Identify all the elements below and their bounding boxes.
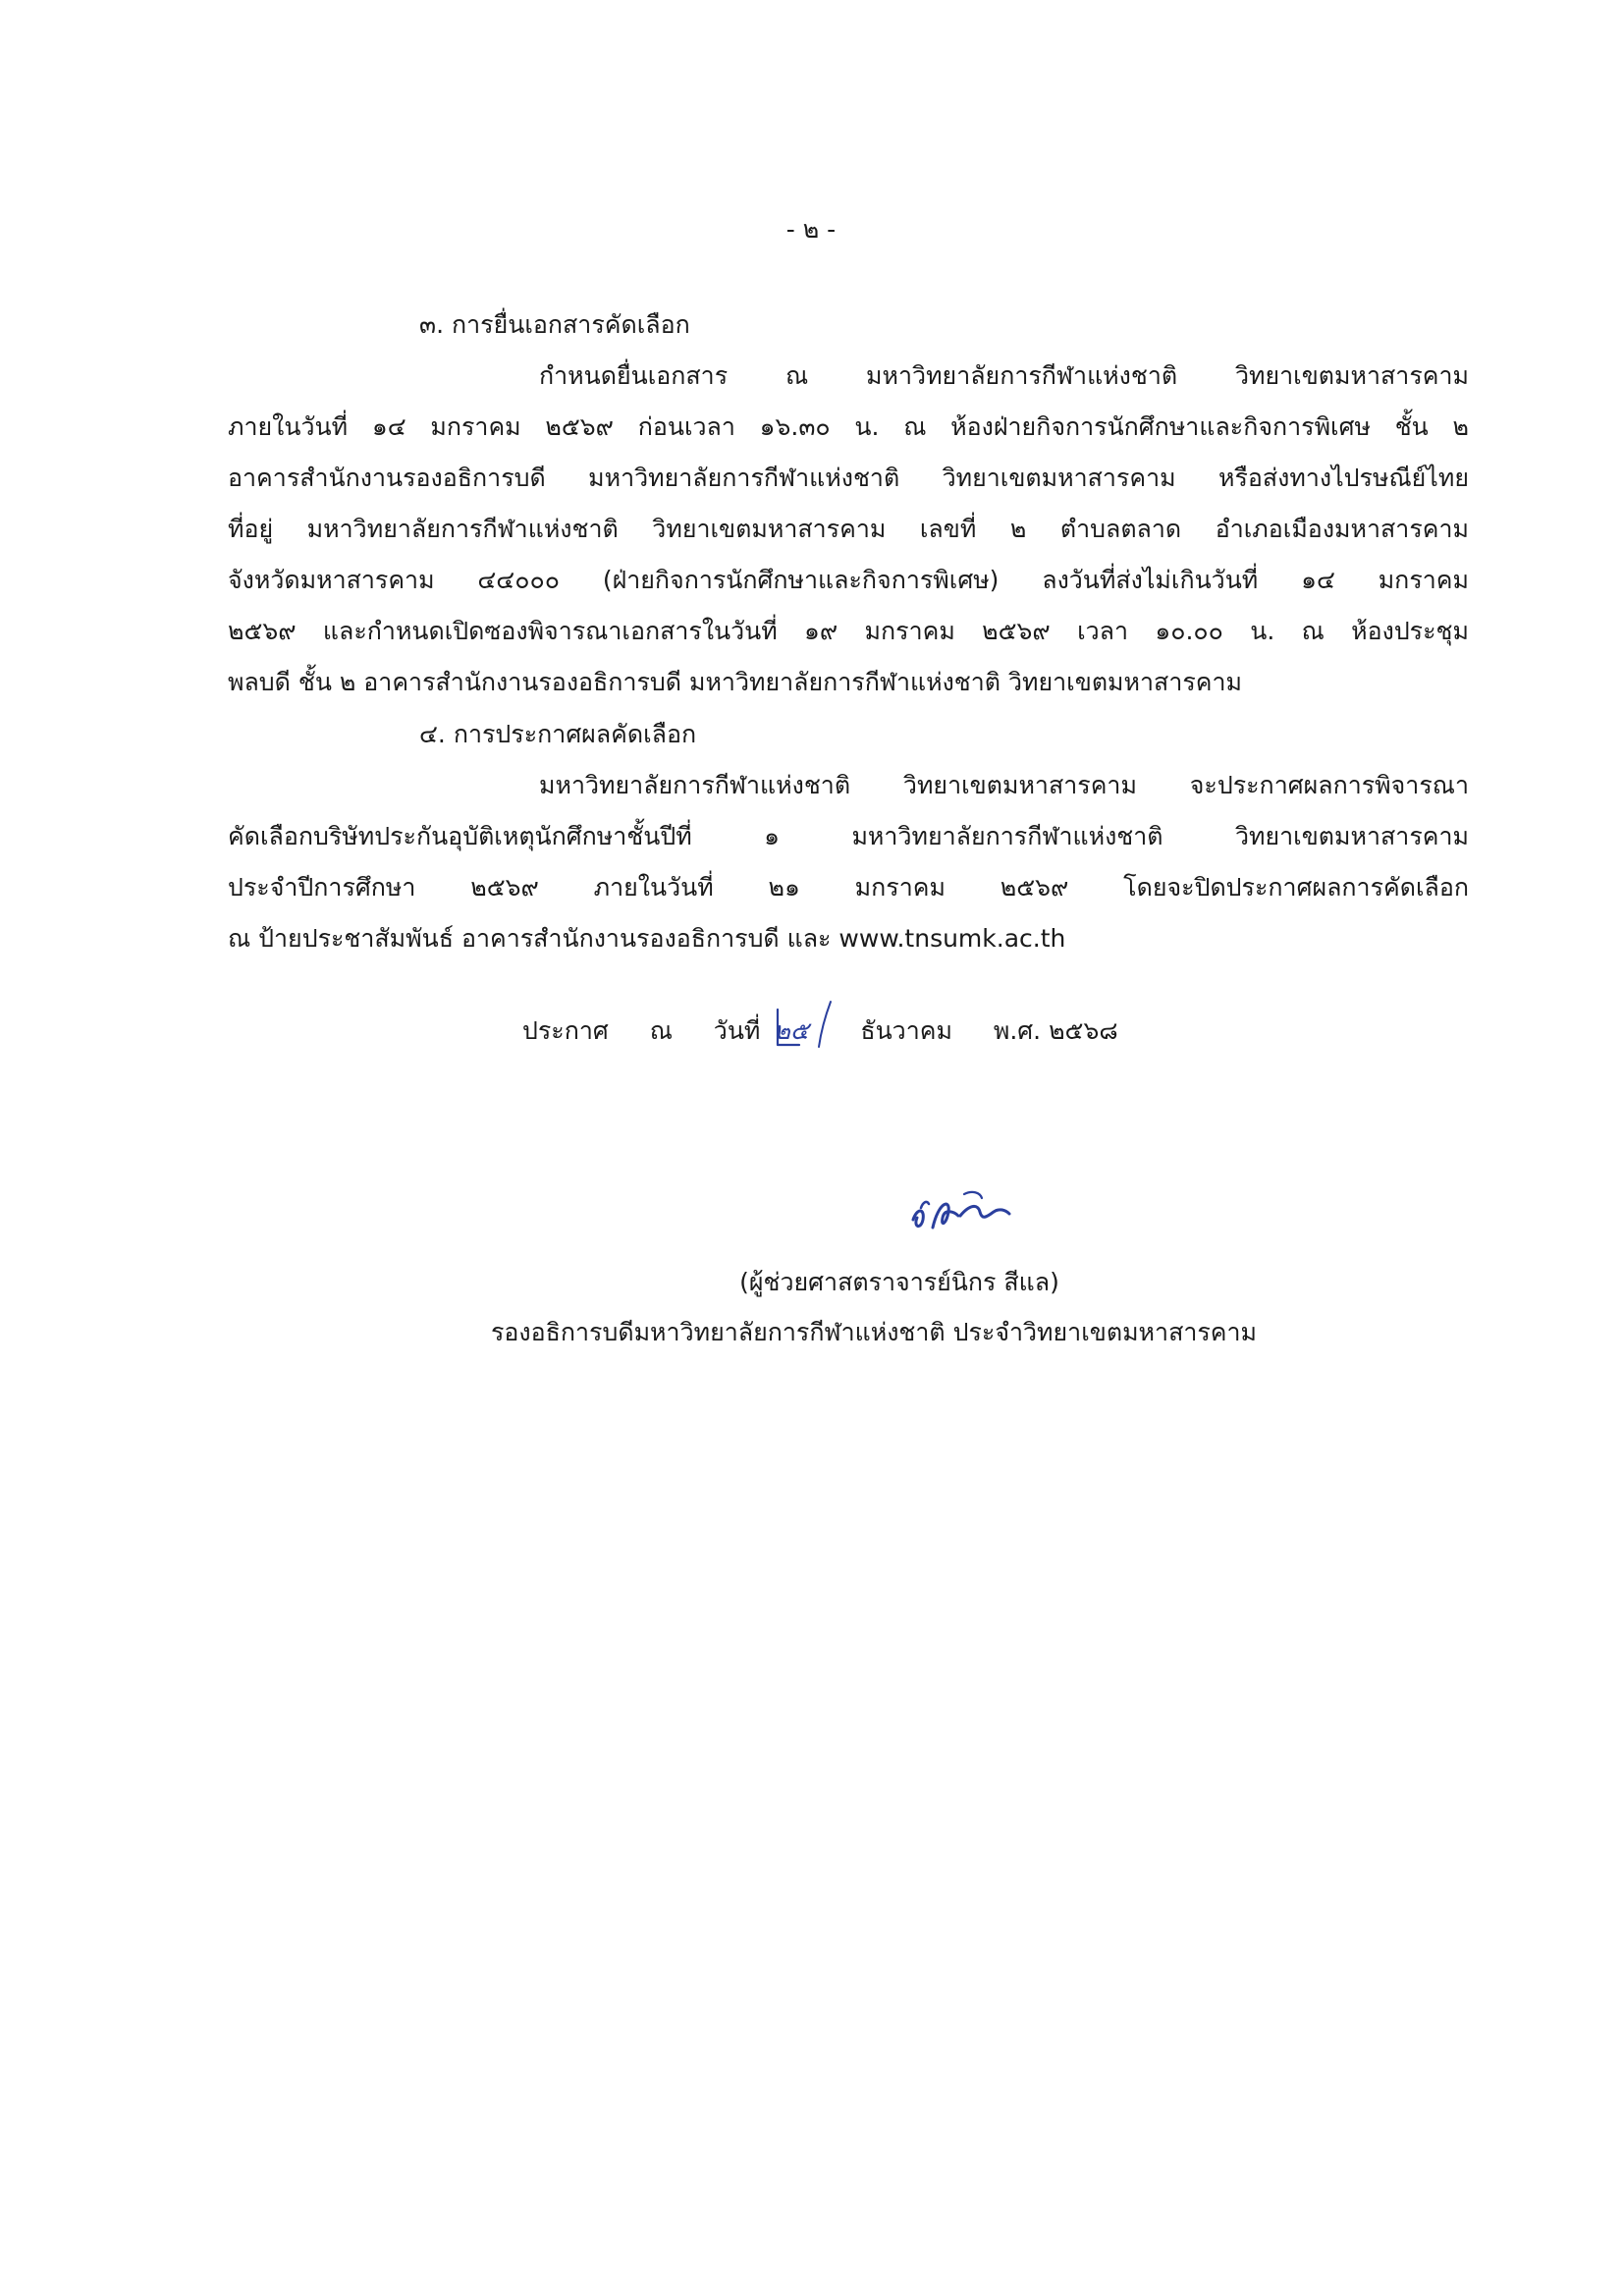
paragraph-line: พลบดี ชั้น ๒ อาคารสำนักงานรองอธิการบดี มหาวิทยาลัยการกีฬาแห่งชาติ วิทยาเขตมหาสารคาม xyxy=(228,668,1243,696)
section-result-announcement xyxy=(228,709,1469,964)
paragraph-line: กำหนดยื่นเอกสาร ณ มหาวิทยาลัยการกีฬาแห่งชาติ วิทยาเขตมหาสารคาม xyxy=(539,361,1469,390)
paragraph-line: ประจำปีการศึกษา ๒๕๖๙ ภายในวันที่ ๒๑ มกราคม ๒๕๖๙ โดยจะปิดประกาศผลการคัดเลือก xyxy=(228,873,1469,902)
signer-name: (ผู้ช่วยศาสตราจารย์นิกร สีแล) xyxy=(739,1268,1059,1296)
paragraph-line: จังหวัดมหาสารคาม ๔๔๐๐๐ (ฝ่ายกิจการนักศึกษาและกิจการพิเศษ) ลงวันที่ส่งไม่เกินวันที่ ๑๔ มกราคม xyxy=(228,566,1469,594)
year: ๒๕๖๘ xyxy=(1049,1016,1118,1045)
announcement-date xyxy=(522,1006,1118,1057)
section-heading: ๓. การยื่นเอกสารคัดเลือก xyxy=(419,310,690,339)
paragraph-line: อาคารสำนักงานรองอธิการบดี มหาวิทยาลัยการกีฬาแห่งชาติ วิทยาเขตมหาสารคาม หรือส่งทางไปรษณีย์ไทย xyxy=(228,464,1469,492)
announcement-at: ณ xyxy=(649,1016,673,1045)
day-label: วันที่ xyxy=(713,1016,761,1045)
handwritten-day xyxy=(768,1006,852,1057)
announcement-prefix: ประกาศ xyxy=(522,1016,609,1045)
paragraph-line: ณ ป้ายประชาสัมพันธ์ อาคารสำนักงานรองอธิการบดี และ www.tnsumk.ac.th xyxy=(228,924,1066,953)
paragraph-line: คัดเลือกบริษัทประกันอุบัติเหตุนักศึกษาชั้นปีที่ ๑ มหาวิทยาลัยการกีฬาแห่งชาติ วิทยาเขตมหาสารคาม xyxy=(228,822,1469,850)
section-heading: ๔. การประกาศผลคัดเลือก xyxy=(419,720,697,748)
section-document-submission xyxy=(228,300,1469,708)
day-value: ๒๕ xyxy=(774,1016,809,1045)
page-number: - ๒ - xyxy=(785,215,837,244)
signer-position: รองอธิการบดีมหาวิทยาลัยการกีฬาแห่งชาติ ประจำวิทยาเขตมหาสารคาม xyxy=(490,1318,1258,1346)
era: พ.ศ. xyxy=(993,1016,1042,1045)
paragraph-line: ๒๕๖๙ และกำหนดเปิดซองพิจารณาเอกสารในวันที่ ๑๙ มกราคม ๒๕๖๙ เวลา ๑๐.๐๐ น. ณ ห้องประชุม xyxy=(228,617,1469,645)
month: ธันวาคม xyxy=(860,1016,952,1045)
paragraph-line: มหาวิทยาลัยการกีฬาแห่งชาติ วิทยาเขตมหาสารคาม จะประกาศผลการพิจารณา xyxy=(539,771,1469,799)
paragraph-line: ภายในวันที่ ๑๔ มกราคม ๒๕๖๙ ก่อนเวลา ๑๖.๓๐ น. ณ ห้องฝ่ายกิจการนักศึกษาและกิจการพิเศษ ชั้น ๒ xyxy=(228,412,1469,441)
signature-icon xyxy=(903,1178,1031,1247)
paragraph-line: ที่อยู่ มหาวิทยาลัยการกีฬาแห่งชาติ วิทยาเขตมหาสารคาม เลขที่ ๒ ตำบลตลาด อำเภอเมืองมหาสารคาม xyxy=(228,515,1469,543)
